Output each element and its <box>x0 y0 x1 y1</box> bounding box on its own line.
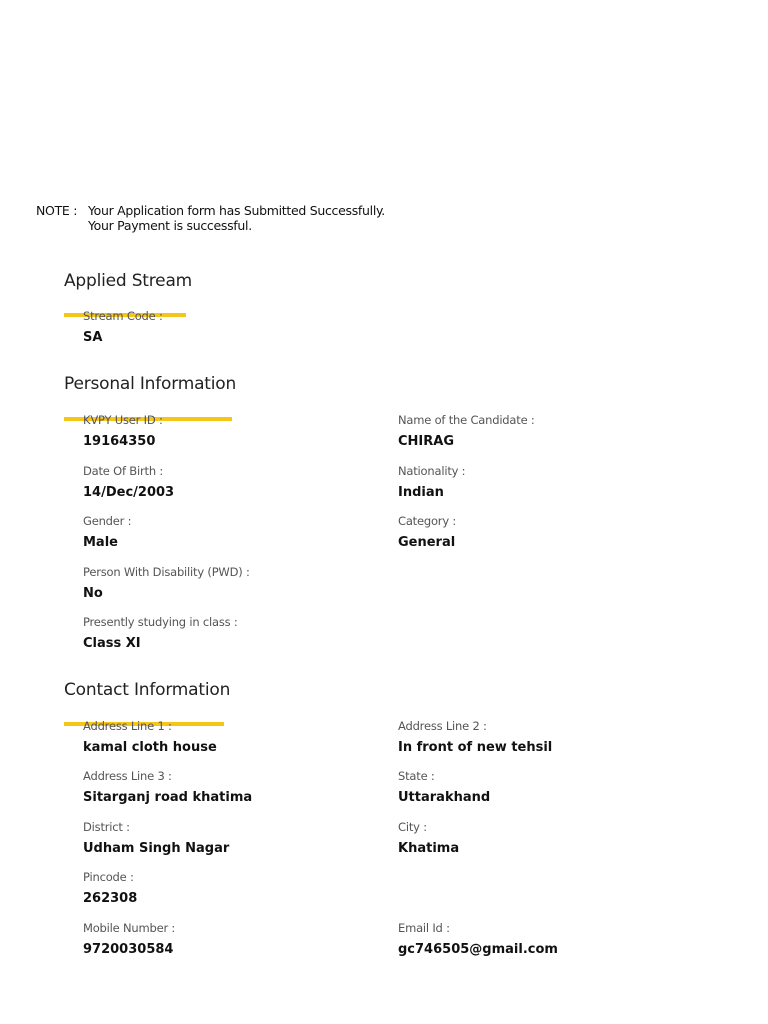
field-label: State : <box>398 769 435 783</box>
section-title-applied-stream: Applied Stream <box>64 271 193 291</box>
section-title-personal-information: Personal Information <box>64 374 237 394</box>
field-label: City : <box>398 820 427 834</box>
field-address-line-3 <box>83 768 252 806</box>
field-gender <box>83 513 131 551</box>
field-value: Khatima <box>398 841 460 856</box>
field-address-line-1 <box>83 718 217 756</box>
field-candidate-name <box>398 412 535 450</box>
note-line-payment: Your Payment is successful. <box>88 218 252 233</box>
field-label: Address Line 2 : <box>398 719 487 733</box>
note-label: NOTE : <box>36 203 78 218</box>
field-value: Udham Singh Nagar <box>83 841 230 856</box>
field-district <box>83 819 229 857</box>
field-value: kamal cloth house <box>83 740 217 755</box>
field-value: 19164350 <box>83 434 156 449</box>
field-value: General <box>398 535 456 550</box>
field-label: Email Id : <box>398 921 450 935</box>
field-value: No <box>83 586 103 601</box>
field-label: Mobile Number : <box>83 921 176 935</box>
note-line-submitted: Your Application form has Submitted Successfully. <box>88 203 385 218</box>
field-value: 9720030584 <box>83 942 174 957</box>
field-address-line-2 <box>398 718 552 756</box>
field-pincode <box>83 869 137 907</box>
field-value: Male <box>83 535 118 550</box>
field-label: Date Of Birth : <box>83 464 164 478</box>
field-value: Class XI <box>83 636 141 651</box>
field-value: 14/Dec/2003 <box>83 485 175 500</box>
field-label: Category : <box>398 514 457 528</box>
field-label: Person With Disability (PWD) : <box>83 565 250 579</box>
field-label: Pincode : <box>83 870 134 884</box>
field-city <box>398 819 459 857</box>
field-label: Presently studying in class : <box>83 615 238 629</box>
field-label: Stream Code : <box>83 309 163 323</box>
field-value: Indian <box>398 485 444 500</box>
note-message <box>88 203 385 233</box>
field-label: KVPY User ID : <box>83 413 163 427</box>
field-value: In front of new tehsil <box>398 740 553 755</box>
field-label: Address Line 3 : <box>83 769 172 783</box>
field-label: Address Line 1 : <box>83 719 172 733</box>
field-value: CHIRAG <box>398 434 454 449</box>
field-state <box>398 768 490 806</box>
field-value: Uttarakhand <box>398 790 491 805</box>
field-nationality <box>398 463 465 501</box>
section-title-contact-information: Contact Information <box>64 680 231 700</box>
field-email-id <box>398 920 558 958</box>
field-label: Gender : <box>83 514 132 528</box>
field-date-of-birth <box>83 463 174 501</box>
field-value: Sitarganj road khatima <box>83 790 253 805</box>
field-value: gc746505@gmail.com <box>398 942 558 957</box>
field-value: 262308 <box>83 891 138 906</box>
field-category <box>398 513 456 551</box>
field-label: Name of the Candidate : <box>398 413 535 427</box>
field-studying-class <box>83 614 238 652</box>
field-kvpy-user-id <box>83 412 163 450</box>
field-mobile-number <box>83 920 175 958</box>
field-pwd <box>83 564 250 602</box>
field-label: Nationality : <box>398 464 466 478</box>
field-label: District : <box>83 820 130 834</box>
field-stream-code <box>83 308 163 346</box>
field-value: SA <box>83 330 103 345</box>
